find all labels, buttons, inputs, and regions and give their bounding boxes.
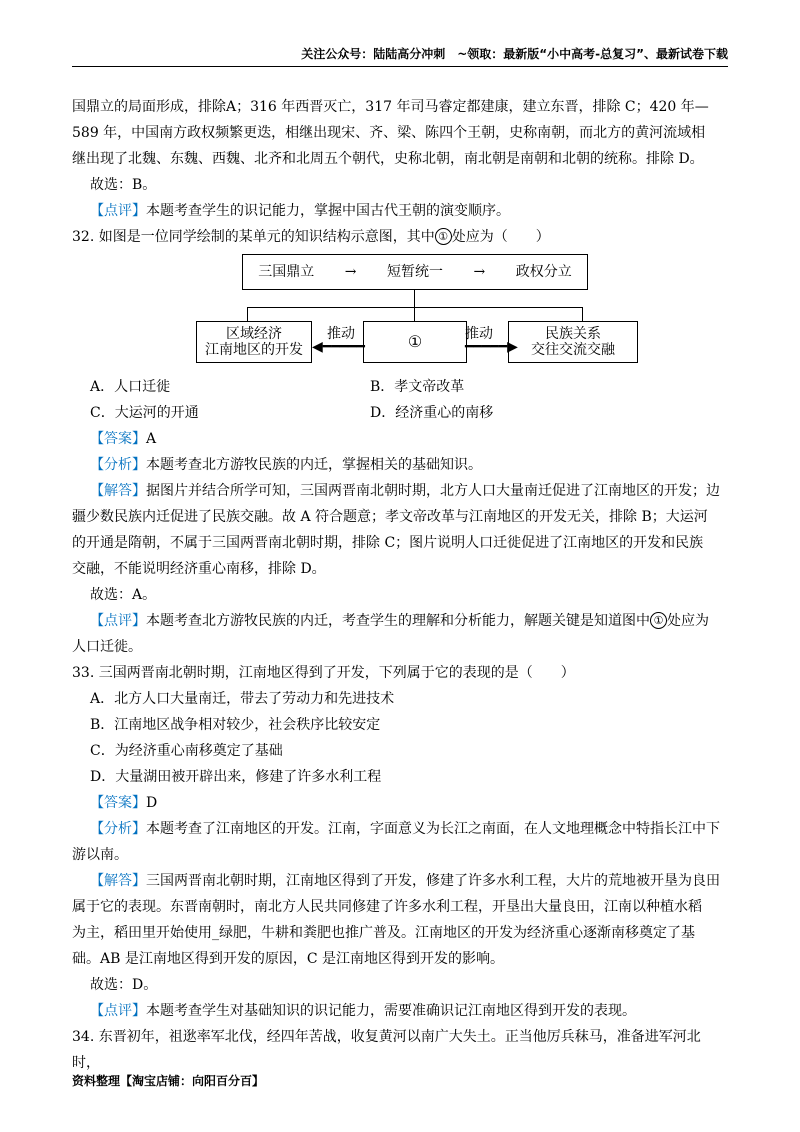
solution-tag: 【解答】 [90,483,146,499]
arrow-icon: → [344,264,357,280]
text-line: 的开通是隋朝，不属于三国两晋南北朝时期，排除 C；图片说明人口迁徙促进了江南地区的开发和民族 [72,535,704,551]
top-label-b: 短暂统一 [386,264,443,280]
question-32-stem [72,224,728,250]
option-b: B．江南地区战争相对较少，社会秩序比较安定 [90,717,381,733]
analysis-tag: 【分析】 [90,821,146,837]
center-box [363,321,467,363]
question-34-stem: 34. 东晋初年，祖逖率军北伐，经四年苦战，收复黄河以南广大失土。正当他厉兵秣马，准备进军河北时， [72,1029,701,1071]
comment-tag: 【点评】 [90,613,146,629]
question-33-stem: 33. 三国两晋南北朝时期，江南地区得到了开发，下列属于它的表现的是（ ） [72,665,575,681]
right-box [508,321,638,363]
page-header: 关注公众号：陆陆高分冲刺 ~领取：最新版“小中高考-总复习”、最新试卷下载 [72,46,728,67]
solution-tag: 【解答】 [90,873,146,889]
connector-line [414,289,415,307]
stem-text: 处应为（ ） [451,229,550,245]
top-label-a: 三国鼎立 [258,264,315,280]
page-footer: 资料整理【淘宝店铺：向阳百分百】 [72,1074,265,1088]
comment-text: 处应为 [667,613,709,629]
analysis-line [72,816,728,842]
text-line: 人口迁徙。 [72,639,142,655]
push-label-left: 推动 [327,326,355,342]
answer-tag: 【答案】 [90,795,146,811]
connector-line [582,307,583,321]
choose-line: 故选：B。 [90,177,157,193]
text-line: 疆少数民族内迁促进了民族交融。故 A 符合题意；孝文帝改革与江南地区的开发无关，排除 B；大运河 [72,509,708,525]
option-d: D．大量湖田被开辟出来，修建了许多水利工程 [90,769,382,785]
arrow-icon: → [473,264,486,280]
circle-one: ① [435,228,452,245]
option-c: C．为经济重心南移奠定了基础 [90,743,283,759]
choose-line: 故选：D。 [90,977,158,993]
choose-line: 故选：A。 [90,587,157,603]
text-line: 游以南。 [72,847,128,863]
comment-tag: 【点评】 [90,1003,146,1019]
right-label-2: 交往交流交融 [531,342,615,358]
push-label-right: 推动 [465,326,493,342]
text-line: 础。AB 是江南地区得到开发的原因，C 是江南地区得到开发的影响。 [72,951,505,967]
comment-line [72,198,728,224]
connector-line [247,307,248,321]
answer-line [72,790,728,816]
answer-line [72,426,728,452]
right-label-1: 民族关系 [545,326,601,342]
solution-line [72,478,728,504]
option-b: B．孝文帝改革 [370,379,465,395]
arrow-left-icon: ◀━━━━━ [312,339,365,355]
text-line: 交融，不能说明经济重心南移，排除 D。 [72,561,326,577]
left-label-1: 区域经济 [226,326,282,342]
analysis-tag: 【分析】 [90,457,146,473]
answer-text: D [146,795,158,811]
text-line: 继出现了北魏、东魏、西魏、北齐和北周五个朝代，史称北朝，南北朝是南朝和北朝的统称。排除 D。 [72,151,704,167]
connector-line [414,307,415,321]
solution-text: 据图片并结合所学可知，三国两晋南北朝时期，北方人口大量南迁促进了江南地区的开发；边 [146,483,720,499]
solution-line [72,868,728,894]
comment-line [72,608,728,634]
text-line: 589 年，中国南方政权频繁更迭，相继出现宋、齐、梁、陈四个王朝，史称南朝，而北方的黄河流域相 [72,125,706,141]
page-content [72,94,728,1076]
comment-text: 本题考查学生对基础知识的识记能力，需要准确识记江南地区得到开发的表现。 [146,1003,636,1019]
solution-text: 三国两晋南北朝时期，江南地区得到了开发，修建了许多水利工程，大片的荒地被开垦为良田 [146,873,720,889]
answer-tag: 【答案】 [90,431,146,447]
text-line: 属于它的表现。东晋南朝时，南北方人民共同修建了许多水利工程，开垦出大量良田，江南以种植水稻 [72,899,702,915]
option-a: A．人口迁徙 [90,379,171,395]
top-box [242,254,588,290]
comment-text: 本题考查北方游牧民族的内迁，考查学生的理解和分析能力，解题关键是知道图中 [146,613,650,629]
text-line: 为主，稻田里开始使用_绿肥，牛耕和粪肥也推广普及。江南地区的开发为经济重心逐渐南移奠定了基 [72,925,695,941]
comment-line [72,998,728,1024]
top-label-c: 政权分立 [515,264,572,280]
arrow-right-icon: ━━━━━▶ [465,339,518,355]
option-d: D．经济重心的南移 [370,405,494,421]
options-row [72,400,728,426]
comment-tag: 【点评】 [90,203,146,219]
left-box [196,321,312,363]
analysis-text: 本题考查了江南地区的开发。江南，字面意义为长江之南面，在人文地理概念中特指长江中下 [146,821,720,837]
option-a: A．北方人口大量南迁，带去了劳动力和先进技术 [90,691,395,707]
comment-text: 本题考查学生的识记能力，掌握中国古代王朝的演变顺序。 [146,203,510,219]
analysis-text: 本题考查北方游牧民族的内迁，掌握相关的基础知识。 [146,457,482,473]
text-line: 国鼎立的局面形成，排除A；316 年西晋灭亡，317 年司马睿定都建康，建立东晋，排除 C；420 年— [72,99,709,115]
stem-text: 32. 如图是一位同学绘制的某单元的知识结构示意图，其中 [72,229,435,245]
circle-one: ① [650,612,667,629]
center-label: ① [407,332,423,351]
left-label-2: 江南地区的开发 [205,342,303,358]
knowledge-diagram [72,254,728,372]
options-row [72,374,728,400]
option-c: C．大运河的开通 [90,405,199,421]
analysis-line [72,452,728,478]
answer-text: A [146,431,157,447]
